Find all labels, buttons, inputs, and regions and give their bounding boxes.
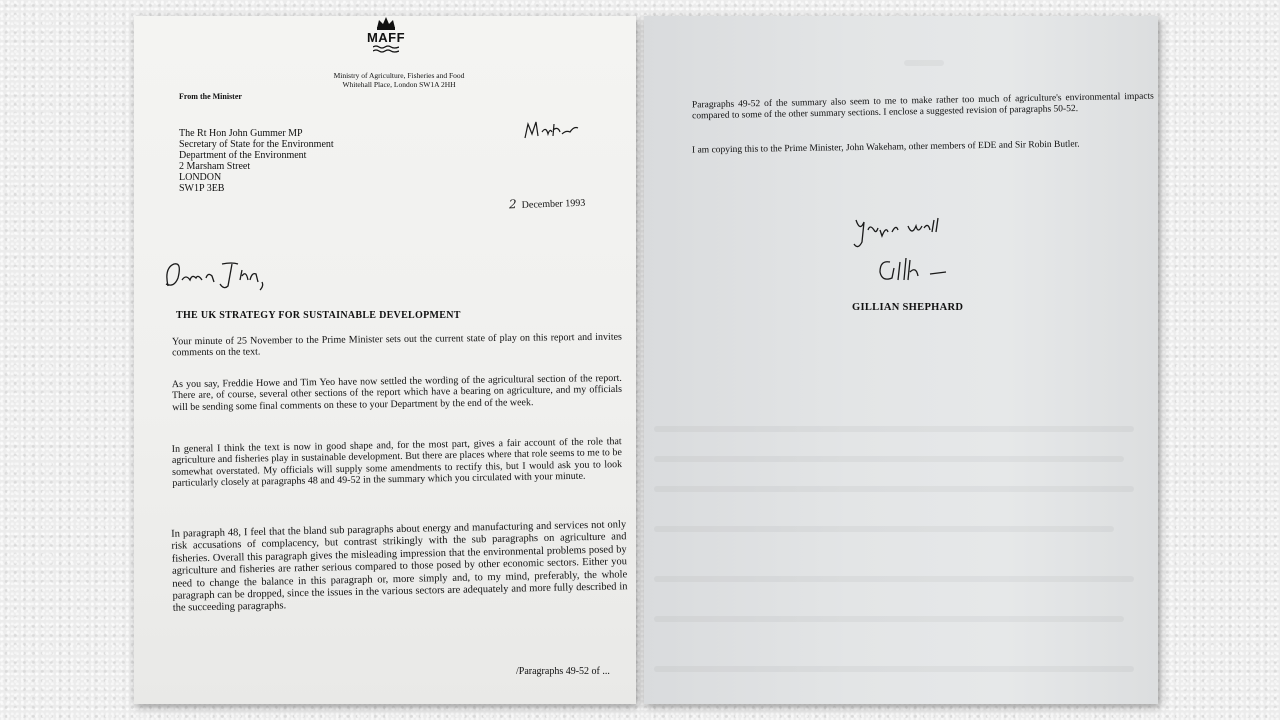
ministry-address [254, 71, 544, 89]
signatory-name: GILLIAN SHEPHARD [852, 302, 964, 313]
body-paragraph-2: As you say, Freddie Howe and Tim Yeo have now settled the wording of the agricultural section of the report. There are, of course, several other sections of the report which have a bearing on agriculture, and my officials will be sending some final comments on these to your Department by the end of the week. [171, 372, 623, 413]
recipient-address [179, 128, 334, 194]
recipient-line: Department of the Environment [179, 150, 307, 161]
logo-text: MAFF [366, 30, 406, 45]
bleed-through-mark [654, 576, 1134, 582]
bleed-through-mark [654, 666, 1134, 672]
letter-page-1 [134, 16, 636, 704]
handwritten-initial [522, 116, 582, 146]
recipient-line: SW1P 3EB [179, 183, 225, 194]
letter-heading: THE UK STRATEGY FOR SUSTAINABLE DEVELOPMENT [176, 310, 461, 321]
body-paragraph-1: Your minute of 25 November to the Prime Minister sets out the current state of play on this report and invites comments on the text. [171, 331, 622, 359]
body-paragraph-4: In paragraph 48, I feel that the bland sub paragraphs about energy and manufacturing and services not only risk accusations of complacency, but contrast strikingly with the sub paragraphs on agriculture and fisheries. Overall this paragraph gives the misleading impression that the environmental problems posed by agriculture and fisheries are rather serious compared to those posed by other economic sectors. Either you need to change the balance in this paragraph or, more simply and, to my mind, preferably, the whole paragraph can be dropped, since the issues in the various sectors are adequately and more fully described in the succeeding paragraphs. [171, 519, 628, 615]
maff-logo [366, 16, 406, 53]
handwritten-closing [852, 212, 948, 252]
date-month-year: December 1993 [521, 197, 586, 211]
page2-paragraph-1: Paragraphs 49-52 of the summary also seem to me to make rather too much of agriculture's environmental impacts compared to some of the other summary sections. I enclose a suggested revision of paragraphs 50-52. [691, 91, 1154, 122]
recipient-line: Secretary of State for the Environment [179, 139, 334, 150]
continuation-line: /Paragraphs 49-52 of ... [516, 666, 610, 677]
body-paragraph-3: In general I think the text is now in good shape and, for the most part, gives a fair account of the role that agriculture and fisheries play in sustainable development. But there are places where that role seems to me to be somewhat overstated. My officials will supply some amendments to rectify this, but I would ask you to look particularly closely at paragraphs 48 and 49-52 in the summary which you circulated with your minute. [171, 436, 623, 490]
crown-icon [375, 16, 397, 30]
from-line: From the Minister [179, 92, 242, 101]
date-day: 2 [508, 197, 517, 212]
bleed-through-mark [654, 616, 1124, 622]
bleed-through-mark [654, 426, 1134, 432]
letter-date [509, 195, 586, 212]
ministry-name: Ministry of Agriculture, Fisheries and Food [333, 71, 465, 80]
bleed-through-mark [654, 526, 1114, 532]
bleed-through-mark [904, 60, 944, 66]
page2-paragraph-2: I am copying this to the Prime Minister, John Wakeham, other members of EDE and Sir Robin Butler. [691, 139, 1080, 156]
handwritten-signature [874, 252, 954, 288]
ministry-street: Whitehall Place, London SW1A 2HH [342, 80, 456, 89]
handwritten-salutation [162, 258, 272, 292]
bleed-through-mark [654, 486, 1134, 492]
recipient-line: The Rt Hon John Gummer MP [179, 128, 303, 139]
recipient-line: LONDON [179, 172, 222, 183]
waves-icon [373, 45, 399, 53]
bleed-through-mark [654, 456, 1124, 462]
letter-page-2 [644, 16, 1158, 704]
recipient-line: 2 Marsham Street [179, 161, 251, 172]
